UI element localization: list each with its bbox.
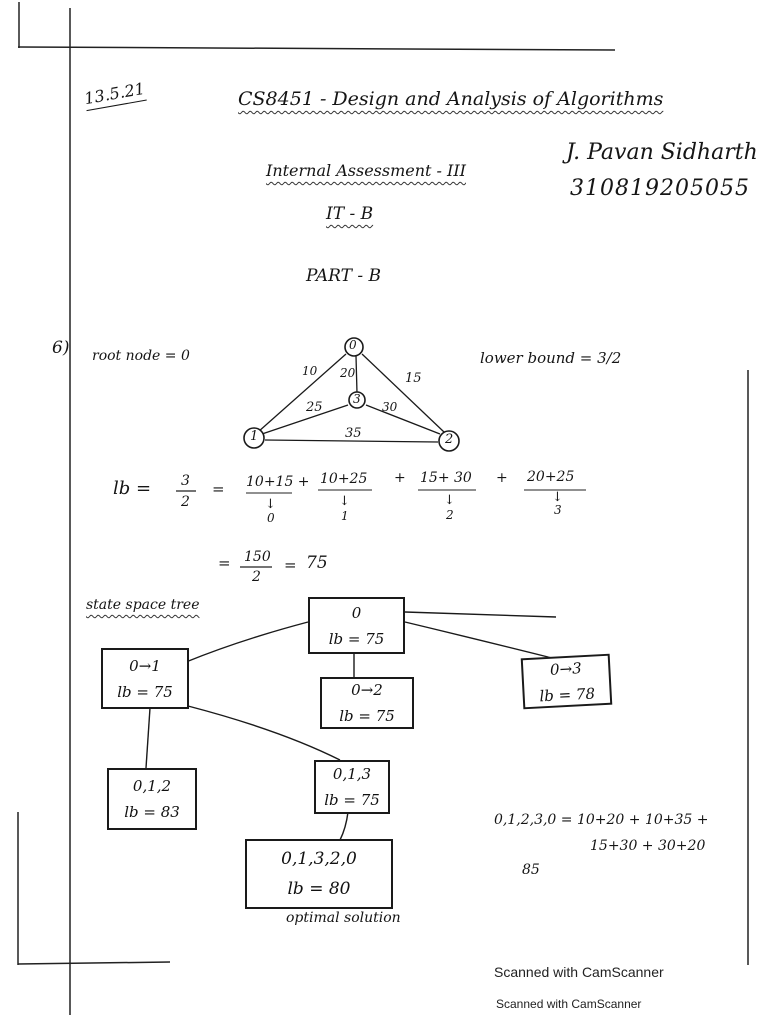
tree-node-root-line2: lb = 75 (328, 629, 385, 648)
term-0-arrow: ↓ (265, 497, 276, 512)
tree-node-0-1-line2: lb = 75 (117, 682, 173, 701)
tree-label: state space tree (86, 597, 200, 613)
edge-weight-3-2: 30 (382, 400, 398, 414)
term-1-expr: 10+25 (320, 471, 368, 487)
term-2-node: 2 (446, 508, 454, 522)
edge-weight-0-2: 15 (405, 371, 422, 386)
plus-2: + (496, 470, 508, 486)
term-1-node: 1 (341, 509, 349, 523)
tree-node-0-1-3-line2: lb = 75 (324, 791, 380, 809)
tree-node-0-1-2-line1: 0,1,2 (132, 777, 172, 795)
result-eq-1: = (218, 554, 231, 572)
exam-title: Internal Assessment - III (266, 161, 466, 180)
edge-weight-3-1: 25 (306, 400, 323, 415)
graph-node-1: 1 (250, 429, 259, 444)
tree-node-0-1 (101, 648, 189, 709)
result-num: 150 (244, 549, 271, 565)
edge-0-2 (362, 354, 444, 432)
class-label: IT - B (326, 204, 374, 224)
tree-node-0-1-line1: 0→1 (129, 656, 161, 675)
question-number: 6) (52, 338, 70, 358)
term-3-expr: 20+25 (527, 469, 575, 485)
tree-node-0-3 (521, 654, 613, 710)
tree-node-root (308, 597, 405, 654)
path-calc-total: 85 (522, 862, 540, 878)
result-den: 2 (252, 569, 261, 585)
camscanner-watermark-1: Scanned with CamScanner (494, 964, 664, 980)
lb-frac-num: 3 (181, 473, 190, 489)
term-3-arrow: ↓ (552, 490, 563, 505)
lb-eq: = (212, 480, 225, 498)
tree-edge-n013-n01320 (340, 812, 348, 840)
tree-edge-n01-n013 (188, 706, 340, 760)
tree-node-0-2-line1: 0→2 (351, 681, 383, 699)
tree-edge-root-n01 (186, 622, 308, 662)
graph-node-2: 2 (445, 432, 454, 447)
tree-node-0-2-line2: lb = 75 (339, 707, 395, 725)
student-name: J. Pavan Sidharth (566, 140, 758, 165)
path-calc-line1: 0,1,2,3,0 = 10+20 + 10+35 + (494, 812, 709, 828)
term-2-arrow: ↓ (444, 493, 455, 508)
edge-3-1 (262, 405, 348, 434)
lb-lhs: lb = (113, 478, 152, 499)
tree-edge-n01-n012 (146, 708, 150, 768)
part-label: PART - B (306, 266, 382, 286)
tree-node-0-1-2 (107, 768, 197, 830)
tree-node-0-1-3-line1: 0,1,3 (332, 765, 372, 783)
plus-1: + (394, 470, 406, 486)
graph-node-0: 0 (349, 338, 357, 352)
term-1-arrow: ↓ (339, 494, 350, 509)
lower-bound-label: lower bound = 3/2 (480, 349, 622, 367)
tree-node-root-line1: 0 (351, 603, 362, 622)
result-eq-2: = (284, 556, 297, 574)
term-3-node: 3 (554, 503, 562, 517)
register-number: 310819205055 (570, 176, 750, 201)
result-value: 75 (306, 553, 328, 573)
tree-node-0-1-3-2-0-line2: lb = 80 (287, 879, 351, 899)
course-title: CS8451 - Design and Analysis of Algorithms (238, 88, 664, 110)
bottom-rule-line (18, 962, 170, 964)
edge-weight-0-3: 20 (340, 366, 356, 380)
tree-node-0-1-3 (314, 760, 390, 814)
tree-node-0-3-line2: lb = 78 (538, 684, 596, 705)
top-rule-line (18, 47, 615, 50)
tree-node-0-1-3-2-0-line1: 0,1,3,2,0 (281, 849, 357, 869)
date: 13.5.21 (82, 78, 147, 109)
edge-3-2 (366, 405, 440, 434)
path-calc-line2: 15+30 + 30+20 (590, 838, 706, 854)
edge-weight-1-2: 35 (345, 426, 362, 441)
lb-frac-den: 2 (181, 494, 190, 510)
tree-node-0-2 (320, 677, 414, 729)
term-0-node: 0 (267, 511, 275, 525)
tree-edge-root-n03 (405, 622, 560, 660)
optimal-label: optimal solution (286, 910, 401, 926)
tree-stray-line (405, 612, 556, 617)
tree-node-0-1-3-2-0 (245, 839, 393, 909)
term-0-expr: 10+15 + (246, 474, 310, 490)
term-2-expr: 15+ 30 (420, 470, 472, 486)
edge-weight-0-1: 10 (302, 364, 318, 378)
edge-0-3 (356, 356, 357, 393)
graph-node-3: 3 (353, 392, 361, 406)
root-node-label: root node = 0 (92, 348, 190, 364)
camscanner-watermark-2: Scanned with CamScanner (496, 997, 642, 1011)
tree-node-0-1-2-line2: lb = 83 (124, 803, 180, 821)
tree-node-0-3-line1: 0→3 (549, 658, 583, 679)
